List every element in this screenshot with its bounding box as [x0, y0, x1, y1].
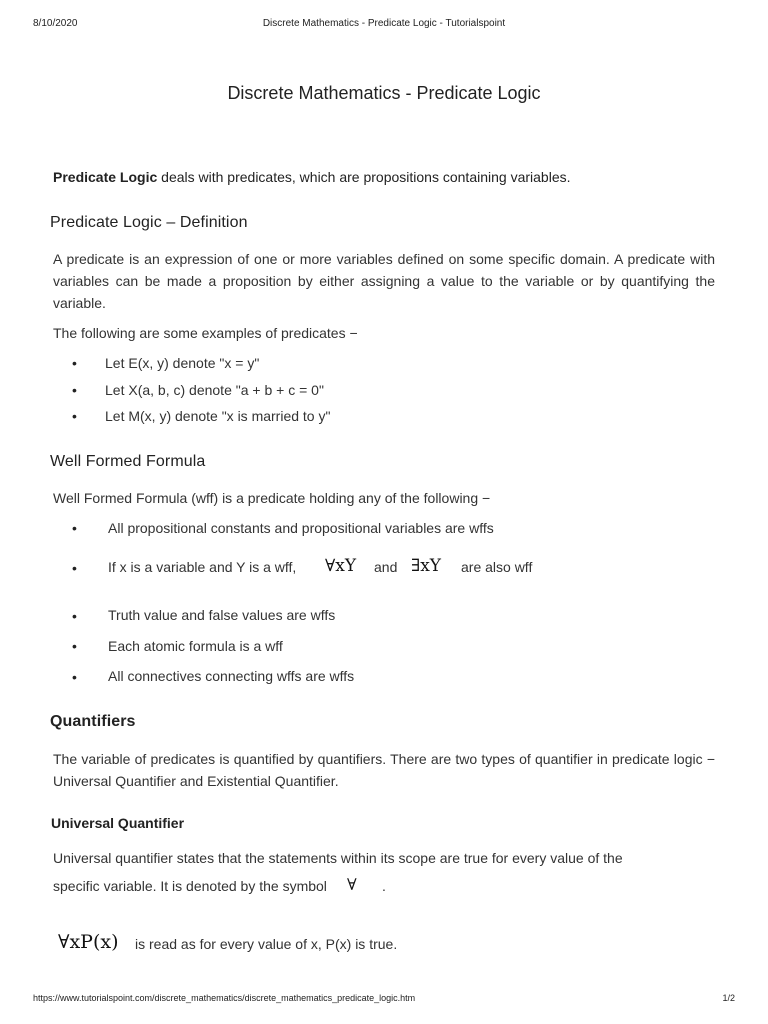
period: .	[382, 878, 386, 894]
intro-paragraph	[53, 169, 768, 185]
intro-text: deals with predicates, which are propositions containing variables.	[157, 169, 571, 185]
bullet-dot: •	[72, 608, 77, 624]
section-heading-definition: Predicate Logic – Definition	[50, 214, 248, 231]
section-heading-quantifiers: Quantifiers	[50, 713, 136, 730]
examples-intro: The following are some examples of predicates −	[53, 325, 358, 341]
list-item: Let X(a, b, c) denote "a + b + c = 0"	[105, 382, 324, 398]
bullet-dot: •	[72, 382, 77, 398]
definition-paragraph: A predicate is an expression of one or more variables defined on some specific domain. A predicate with variables can be made a proposition by either assigning a value to the variable or by quantifying the variable.	[53, 251, 715, 311]
universal-line1: Universal quantifier states that the statements within its scope are true for every value of the	[53, 850, 623, 866]
print-date: 8/10/2020	[33, 18, 78, 29]
list-item: If x is a variable and Y is a wff,	[108, 559, 297, 575]
formula-description: is read as for every value of x, P(x) is true.	[135, 936, 398, 952]
math-forall-xPx: ∀xP(x)	[58, 931, 119, 953]
bullet-dot: •	[72, 638, 77, 654]
list-item: Let M(x, y) denote "x is married to y"	[105, 408, 331, 424]
list-item: Let E(x, y) denote "x = y"	[105, 355, 260, 371]
list-item: Truth value and false values are wffs	[108, 607, 336, 623]
bullet-dot: •	[72, 520, 77, 536]
wff-paragraph: Well Formed Formula (wff) is a predicate holding any of the following −	[53, 490, 491, 506]
bullet-dot: •	[72, 560, 77, 576]
math-and-label: and	[374, 559, 398, 575]
section-heading-universal: Universal Quantifier	[51, 815, 185, 831]
page-title: Discrete Mathematics - Predicate Logic	[227, 83, 541, 103]
math-exists-xY: ∃xY	[411, 556, 442, 576]
print-header-title: Discrete Mathematics - Predicate Logic - Tutorialspoint	[262, 18, 506, 29]
universal-line2: specific variable. It is denoted by the symbol	[53, 878, 327, 894]
print-page-number: 1/2	[722, 993, 735, 1003]
list-item: All connectives connecting wffs are wffs	[108, 668, 355, 684]
bullet-dot: •	[72, 669, 77, 685]
forall-symbol: ∀	[347, 875, 357, 894]
intro-bold-term: Predicate Logic	[53, 169, 158, 185]
list-item: All propositional constants and propositional variables are wffs	[108, 520, 494, 536]
print-footer-url: https://www.tutorialspoint.com/discrete_mathematics/discrete_mathematics_predicate_logic.htm	[33, 993, 416, 1003]
math-forall-xY: ∀xY	[325, 556, 357, 576]
list-item: Each atomic formula is a wff	[108, 638, 283, 654]
bullet-dot: •	[72, 355, 77, 371]
quantifiers-paragraph: The variable of predicates is quantified by quantifiers. There are two types of quantifier in predicate logic − Universal Quantifier and Existential Quantifier.	[53, 751, 715, 789]
bullet-dot: •	[72, 408, 77, 424]
section-heading-wff: Well Formed Formula	[50, 453, 206, 470]
math-tail-text: are also wff	[461, 559, 533, 575]
